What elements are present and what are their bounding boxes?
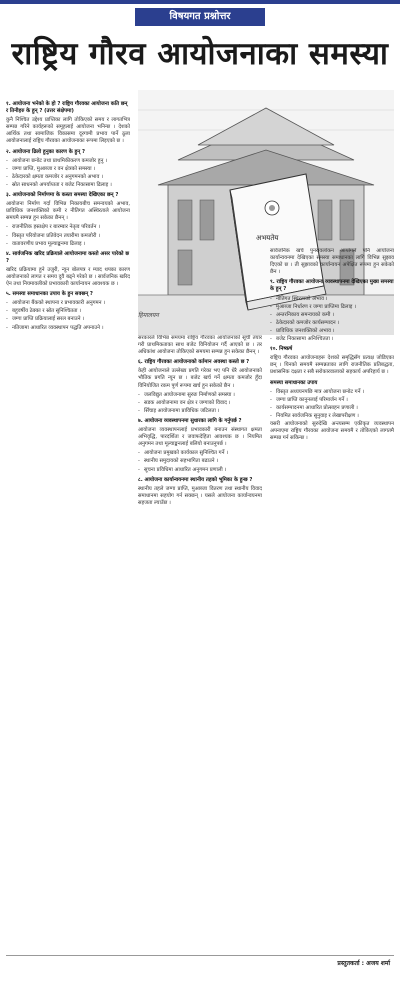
question: १०. निष्कर्ष	[270, 346, 293, 353]
bullet-item: - नीतिगत स्थिरताको अभाव ।	[270, 296, 394, 303]
bullet-item: - जलविद्युत आयोजनामा सुरुङ निर्माणको समस्या ।	[138, 392, 262, 399]
bullet-item: - जग्गा प्राप्ति, मुआब्जा र वन क्षेत्रको समस्या ।	[6, 166, 130, 173]
bullet-item: - विस्तृत अध्ययनपछि मात्र आयोजना छनोट गर्ने ।	[270, 389, 394, 396]
paragraph: केही आयोजनाले उल्लेख्य प्रगति गरेका भए पनि धेरै आयोजनाको भौतिक प्रगति न्यून छ । बजेट खर्च गर्ने क्षमता कमजोर हुँदा विनियोजित रकम पूर्ण रूपमा खर्च हुन सकेको छैन ।	[138, 368, 262, 389]
bullet-item: - आयोजना प्रमुखको कार्यकाल सुनिश्चित गर्ने ।	[138, 450, 262, 457]
column-middle	[138, 335, 262, 949]
bullet-item: - राजनीतिक हस्तक्षेप र बारम्बार नेतृत्व परिवर्तन ।	[6, 224, 130, 231]
question: ८. आयोजना कार्यान्वयनमा स्थानीय तहको भूमिका के हुन्छ ?	[138, 476, 253, 483]
question: २. आयोजना ढिलो हुनुका कारण के हुन् ?	[6, 148, 85, 155]
bullet-item: - स्थानीय समुदायको सहभागिता बढाउने ।	[138, 458, 262, 465]
question: ४. सार्वजनिक खरिद प्रक्रियाले आयोजनामा कस्तो असर पारेको छ ?	[6, 250, 129, 264]
bullet-item: - स्रोत साधनको अपर्याप्तता र बजेट निकासामा ढिलाइ ।	[6, 182, 130, 189]
bullet-item: - नियमित सार्वजनिक सुनुवाइ र लेखापरीक्षण ।	[270, 413, 394, 420]
paragraph: आयोजना व्यवस्थापनलाई प्रभावकारी बनाउन संस्थागत क्षमता अभिवृद्धि, पारदर्शिता र जवाफदेहिता आवश्यक छ । नियमित अनुगमन तथा मूल्याङ्कनलाई बलियो बनाउनुपर्छ ।	[138, 427, 262, 448]
question: समस्या समाधानका उपाय	[270, 379, 318, 386]
footer-rule	[6, 955, 394, 956]
paragraph: आयोजना निर्माण गर्दा विभिन्न निकायबीच समन्वयको अभाव, प्राविधिक जनशक्तिको कमी र नीतिगत अस्थिरताले आयोजना समयमै सम्पन्न हुन सकेका छैनन् ।	[6, 201, 130, 222]
bullet-item: - ठेकेदारको कमजोर कार्यसम्पादन ।	[270, 320, 394, 327]
paragraph: सार्वजनिक खर्च पुनरावलोकन आयोगले पनि आयोजना कार्यान्वयनमा देखिएका समस्या समाधानका लागि विभिन्न सुझाव दिएको छ । ती सुझावको कार्यान्वयन अपेक्षित रूपमा हुन सकेको छैन ।	[270, 248, 394, 276]
bullet-item: - सडक आयोजनामा वन क्षेत्र र जग्गाको विवाद ।	[138, 400, 262, 407]
top-rule	[0, 0, 400, 4]
bullet-item: - सूचना प्रविधिमा आधारित अनुगमन प्रणाली ।	[138, 467, 262, 474]
bullet-item: - कार्यसम्पादनमा आधारित प्रोत्साहन प्रणाली ।	[270, 405, 394, 412]
bullet-item: - मुआब्जा निर्धारण र जग्गा प्राप्तिमा ढिलाइ ।	[270, 304, 394, 311]
bullet-item: - सिँचाइ आयोजनामा प्राविधिक जटिलता ।	[138, 408, 262, 415]
question: ५. समस्या समाधानका उपाय के हुन सक्छन् ?	[6, 291, 93, 298]
paragraph: कुनै निश्चित उद्देश्य प्राप्तिका लागि तोकिएको समय र लागतभित्र सम्पन्न गरिने कार्यहरूको समूहलाई आयोजना भनिन्छ । देशको आर्थिक तथा सामाजिक विकासमा दूरगामी प्रभाव पार्ने ठूला आयोजनालाई राष्ट्रिय गौरवका आयोजनाका रूपमा लिइएको छ ।	[6, 117, 130, 145]
bullet-item: - जग्गा प्राप्ति कानुनलाई परिमार्जन गर्ने ।	[270, 397, 394, 404]
question: ७. आयोजना व्यवस्थापनमा सुधारका लागि के गर्नुपर्छ ?	[138, 417, 242, 424]
book-label: अभयतेय	[256, 234, 279, 242]
column-left	[6, 98, 130, 949]
bullet-item: - वातावरणीय प्रभाव मूल्याङ्कनमा ढिलाइ ।	[6, 241, 130, 248]
bullet-item: - आयोजना छनोट तथा प्राथमिकीकरण कमजोर हुनु ।	[6, 158, 130, 165]
paragraph: सरकारले विभिन्न समयमा राष्ट्रिय गौरवका आयोजनाको सूची तयार गरी प्राथमिकताका साथ बजेट विनियोजन गर्दै आएको छ । तर अधिकांश आयोजना तोकिएको समयमा सम्पन्न हुन सकेका छैनन् ।	[138, 335, 262, 356]
section-tag: विषयगत प्रश्नोत्तर	[135, 8, 265, 26]
headline: राष्ट्रिय गौरव आयोजनाका समस्या	[11, 36, 389, 72]
paragraph: खरिद प्रक्रियामा हुने उजुरी, न्यून बोलपत्र र म्याद थपका कारण आयोजनाको लागत र समय दुवै बढ्ने गरेको छ । सार्वजनिक खरिद ऐन तथा नियमावलीको प्रभावकारी कार्यान्वयन आवश्यक छ ।	[6, 266, 130, 288]
illustration-credit: हिमालयन	[138, 312, 159, 319]
bullet-item: - अन्तरनिकाय समन्वयको कमी ।	[270, 312, 394, 319]
paragraph: यसरी आयोजनाको सुरुदेखि अन्त्यसम्म एकीकृत व्यवस्थापन अपनाएमा राष्ट्रिय गौरवका आयोजना समयमै र तोकिएको लागतमै सम्पन्न गर्न सकिन्छ ।	[270, 420, 394, 442]
bullet-item: - बजेट निकासामा अनिश्चितता ।	[270, 336, 394, 343]
bullet-item: - विस्तृत परियोजना प्रतिवेदन तयारीमा कमजोरी ।	[6, 233, 130, 240]
bullet-item: - ठेकेदारको क्षमता कमजोर र अनुगमनको अभाव ।	[6, 174, 130, 181]
bullet-item: - आयोजना बैंकको स्थापना र प्रभावकारी अनुगमन ।	[6, 300, 130, 307]
bullet-item: - प्राविधिक जनशक्तिको अभाव ।	[270, 328, 394, 335]
column-right	[270, 248, 394, 949]
question: ६. राष्ट्रिय गौरवका आयोजनाको वर्तमान अवस्था कस्तो छ ?	[138, 359, 250, 366]
question: १. आयोजना भनेको के हो ? राष्ट्रिय गौरवका आयोजना कति छन् र तिनीहरु के हुन् ? (उत्तर संक्षेपमा)	[6, 101, 128, 115]
paragraph: स्थानीय तहले जग्गा प्राप्ति, मुआब्जा वितरण तथा स्थानीय विवाद समाधानमा सहयोग गर्न सक्छन् । यसले आयोजना कार्यान्वयनमा सहजता ल्याउँछ ।	[138, 485, 262, 506]
bullet-item: - नतिजामा आधारित व्यवस्थापन पद्धति अपनाउने ।	[6, 325, 130, 332]
paragraph: राष्ट्रिय गौरवका आयोजनाहरू देशको समृद्धिसँग प्रत्यक्ष जोडिएका छन् । यिनको समयमै सम्पन्नताका लागि राजनीतिक प्रतिबद्धता, प्रशासनिक दक्षता र सबै सरोकारवालाको सहकार्य अपरिहार्य छ ।	[270, 355, 394, 376]
bullet-item: - बहुवर्षीय ठेक्का र स्रोत सुनिश्चितता ।	[6, 308, 130, 315]
byline: प्रस्तुतकर्ता : अजय शर्मा	[337, 960, 390, 967]
question: ३. आयोजनाको निर्माणमा के कस्ता समस्या देखिएका छन् ?	[6, 192, 119, 199]
question: ९. राष्ट्रिय गौरवका आयोजना व्यवस्थापनमा देखिएका मुख्य समस्या के हुन् ?	[270, 279, 394, 293]
bullet-item: - जग्गा प्राप्ति प्रक्रियालाई सरल बनाउने ।	[6, 316, 130, 323]
